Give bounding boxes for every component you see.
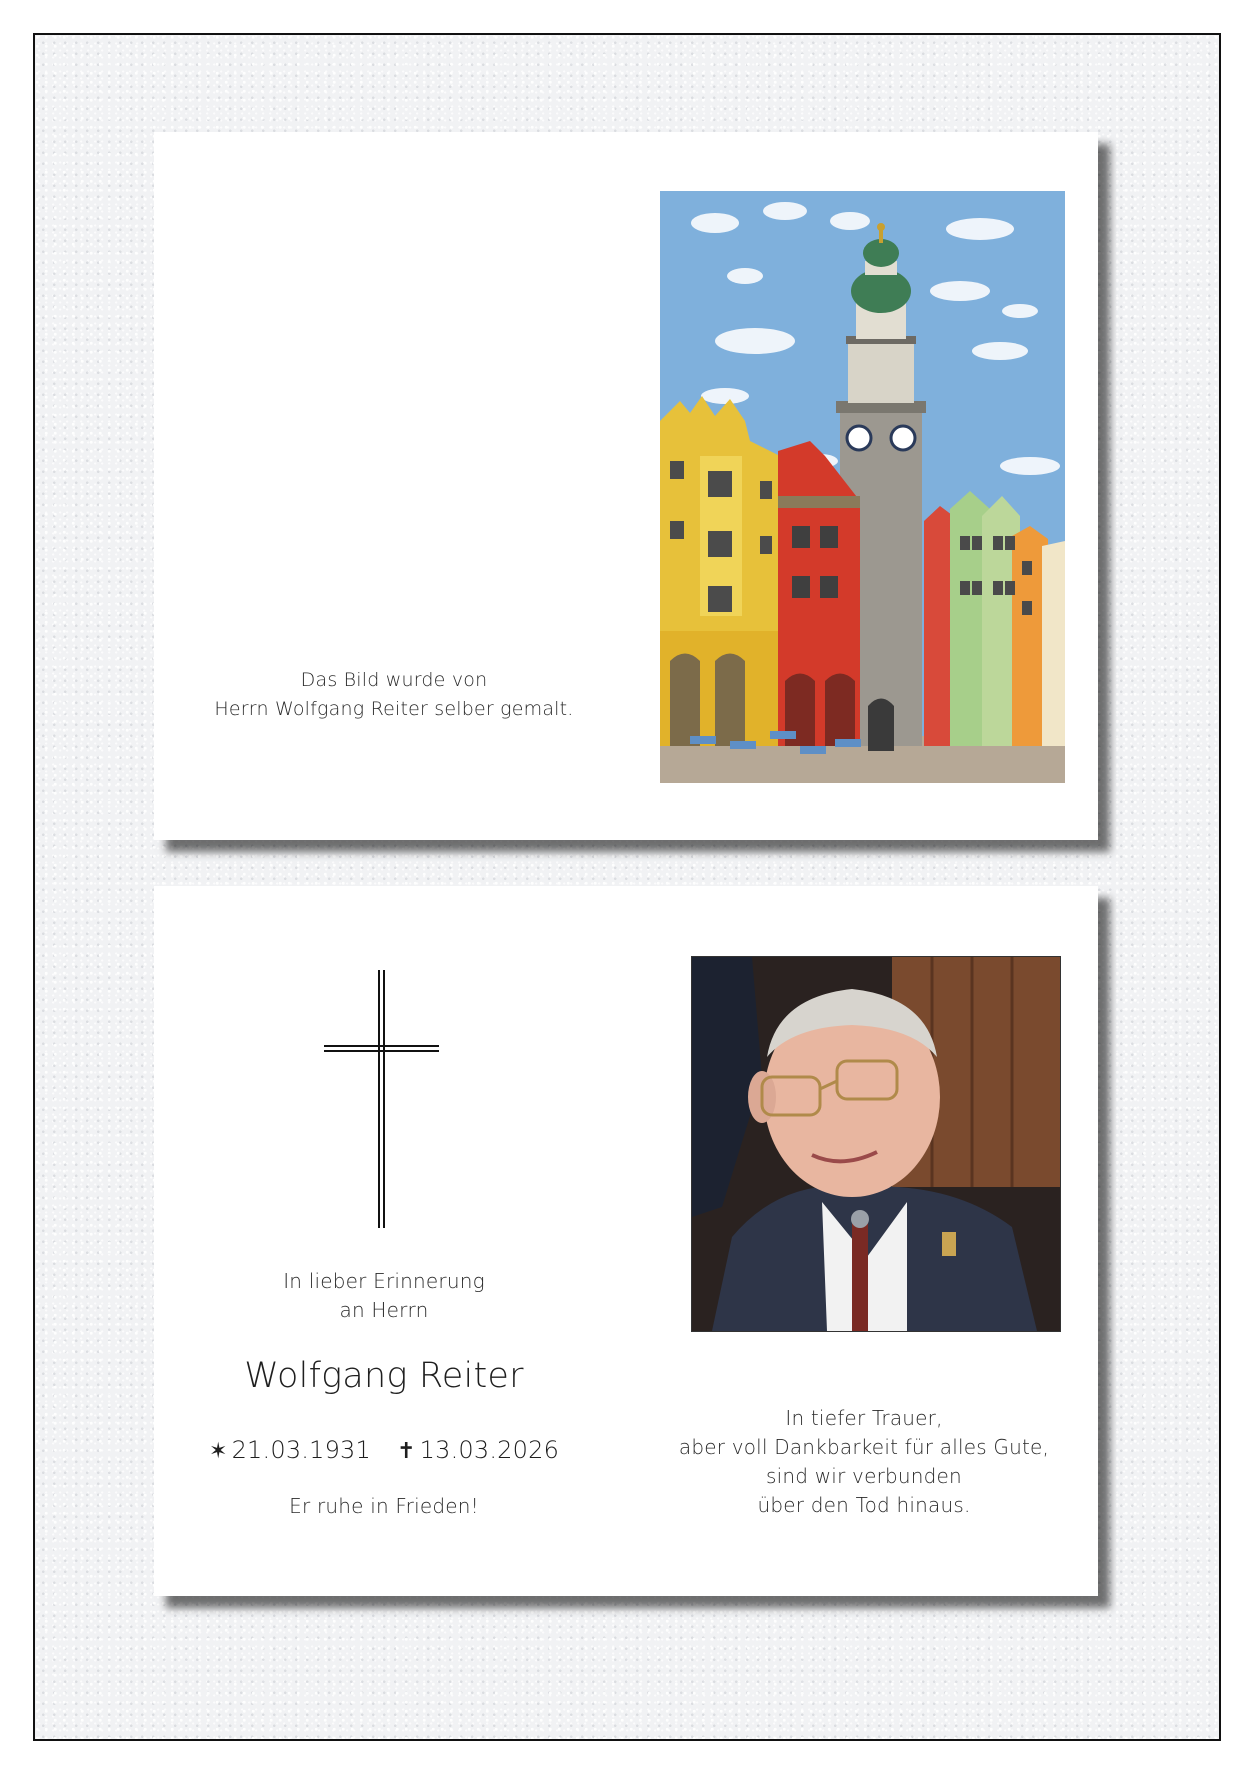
city-tower-painting: [660, 191, 1065, 783]
rest-in-peace: Er ruhe in Frieden!: [289, 1494, 479, 1518]
inside-card: [154, 886, 1098, 1596]
mourning-line-1: In tiefer Trauer,: [785, 1406, 943, 1430]
mourning-line-2: aber voll Dankbarkeit für alles Gute,: [678, 1435, 1050, 1459]
mourning-line-3: sind wir verbunden: [766, 1464, 962, 1488]
memory-line-1: In lieber Erinnerung: [283, 1269, 485, 1293]
deceased-name: Wolfgang Reiter: [244, 1356, 524, 1396]
memory-line-2: an Herrn: [339, 1298, 429, 1322]
mourning-text: [654, 1404, 1074, 1520]
caption-line-1: Das Bild wurde von: [300, 669, 488, 691]
mourning-line-4: über den Tod hinaus.: [757, 1493, 971, 1517]
cross-icon: [324, 970, 439, 1230]
death-date: 13.03.2026: [419, 1436, 560, 1464]
painting-caption: [194, 666, 594, 724]
caption-line-2: Herrn Wolfgang Reiter selber gemalt.: [214, 698, 574, 720]
portrait-photo: [691, 956, 1061, 1332]
front-card: [154, 132, 1098, 840]
life-dates: [174, 1434, 594, 1468]
death-cross-icon: ✝: [397, 1439, 416, 1464]
memory-heading: [214, 1267, 554, 1325]
birth-star-icon: ✶: [208, 1439, 228, 1464]
birth-date: 21.03.1931: [231, 1436, 371, 1464]
